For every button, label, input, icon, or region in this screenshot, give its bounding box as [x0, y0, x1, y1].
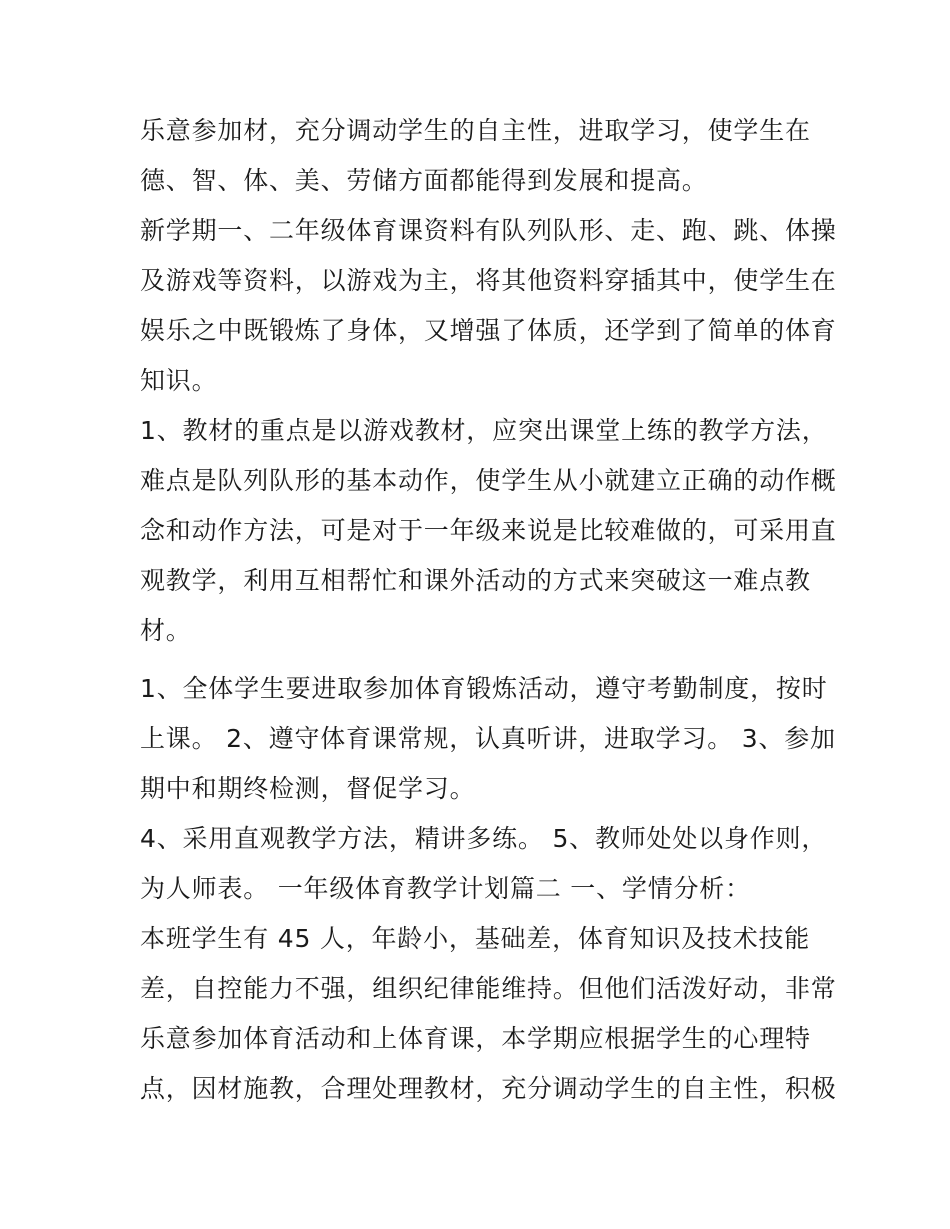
- text-line: 材。: [140, 616, 192, 645]
- text-line: 德、智、体、美、劳储方面都能得到发展和提高。: [140, 166, 708, 195]
- text-line: 娱乐之中既锻炼了身体，又增强了体质，还学到了简单的体育: [140, 316, 837, 345]
- text-line: 难点是队列队形的基本动作，使学生从小就建立正确的动作概: [140, 466, 837, 495]
- text-line: 及游戏等资料，以游戏为主，将其他资料穿插其中，使学生在: [140, 266, 837, 295]
- text-line: 1、教材的重点是以游戏教材，应突出课堂上练的教学方法，: [140, 416, 828, 445]
- text-line: 期中和期终检测，督促学习。: [140, 774, 476, 803]
- text-line: 本班学生有 45 人，年龄小，基础差，体育知识及技术技能: [140, 924, 811, 953]
- text-line: 乐意参加材，充分调动学生的自主性，进取学习，使学生在: [140, 116, 811, 145]
- text-line: 观教学，利用互相帮忙和课外活动的方式来突破这一难点教: [140, 566, 811, 595]
- text-line: 点，因材施教，合理处理教材，充分调动学生的自主性，积极: [140, 1074, 837, 1103]
- text-line: 1、全体学生要进取参加体育锻炼活动，遵守考勤制度，按时: [140, 674, 828, 703]
- text-line: 4、采用直观教学方法，精讲多练。 5、教师处处以身作则，: [140, 824, 828, 853]
- text-line: 新学期一、二年级体育课资料有队列队形、走、跑、跳、体操: [140, 216, 837, 245]
- text-line: 上课。 2、遵守体育课常规，认真听讲，进取学习。 3、参加: [140, 724, 836, 753]
- text-line: 知识。: [140, 366, 218, 395]
- text-line: 差，自控能力不强，组织纪律能维持。但他们活泼好动，非常: [140, 974, 837, 1003]
- text-line: 为人师表。 一年级体育教学计划篇二 一、学情分析：: [140, 874, 751, 903]
- text-line: 念和动作方法，可是对于一年级来说是比较难做的，可采用直: [140, 516, 837, 545]
- text-line: 乐意参加体育活动和上体育课，本学期应根据学生的心理特: [140, 1024, 811, 1053]
